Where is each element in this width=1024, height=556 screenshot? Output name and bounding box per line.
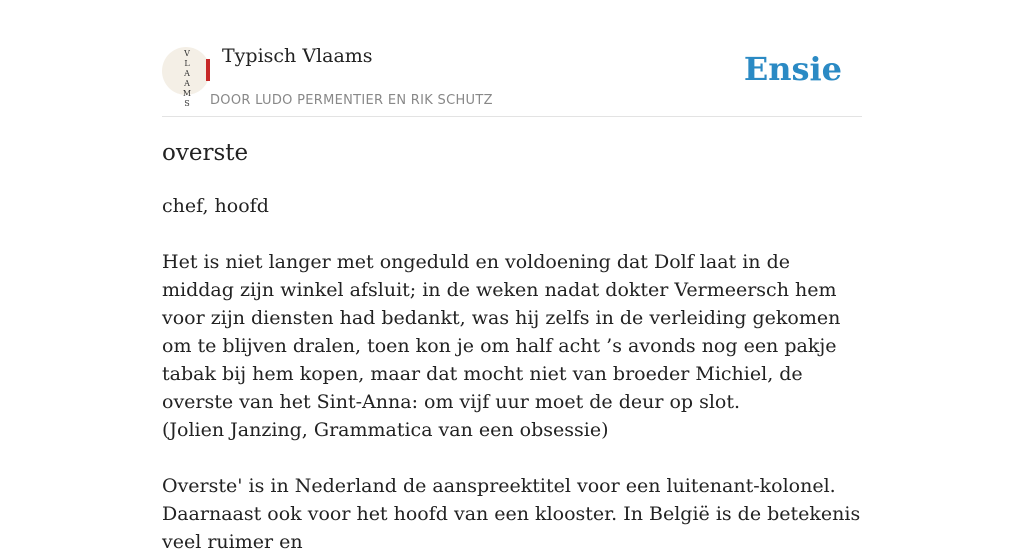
blog-authors: DOOR LUDO PERMENTIER EN RIK SCHUTZ <box>210 93 493 108</box>
logo-letters: V L A A M S <box>182 49 192 108</box>
quote: Het is niet langer met ongeduld en voldoening dat Dolf laat in de middag zijn winkel afsluit; in de weken nadat dokter Vermeersch hem voor zijn diensten had bedankt, was hij zelfs in de verleiding gekomen om te blijven dralen, toen kon je om half acht ’s avonds nog een pakje tabak bij hem kopen, maar dat mocht niet van broeder Michiel, de overste van het Sint-Anna: om vijf uur moet de deur op slot. <box>162 251 841 413</box>
blog-title[interactable]: Typisch Vlaams <box>222 45 373 67</box>
definition: chef, hoofd <box>162 195 269 217</box>
explanation: Overste' is in Nederland de aanspreektitel voor een luitenant-kolonel. Daarnaast ook voor het hoofd van een klooster. In België is de betekenis veel ruimer en <box>162 475 861 553</box>
quote-source: (Jolien Janzing, Grammatica van een obsessie) <box>162 419 609 441</box>
header <box>162 0 862 117</box>
blog-logo[interactable] <box>162 47 210 108</box>
logo-red-bar <box>206 59 210 81</box>
post-title: overste <box>162 140 249 166</box>
post-body <box>162 192 862 556</box>
page-container <box>162 0 862 553</box>
ensie-brand-link[interactable]: Ensie <box>743 50 842 88</box>
